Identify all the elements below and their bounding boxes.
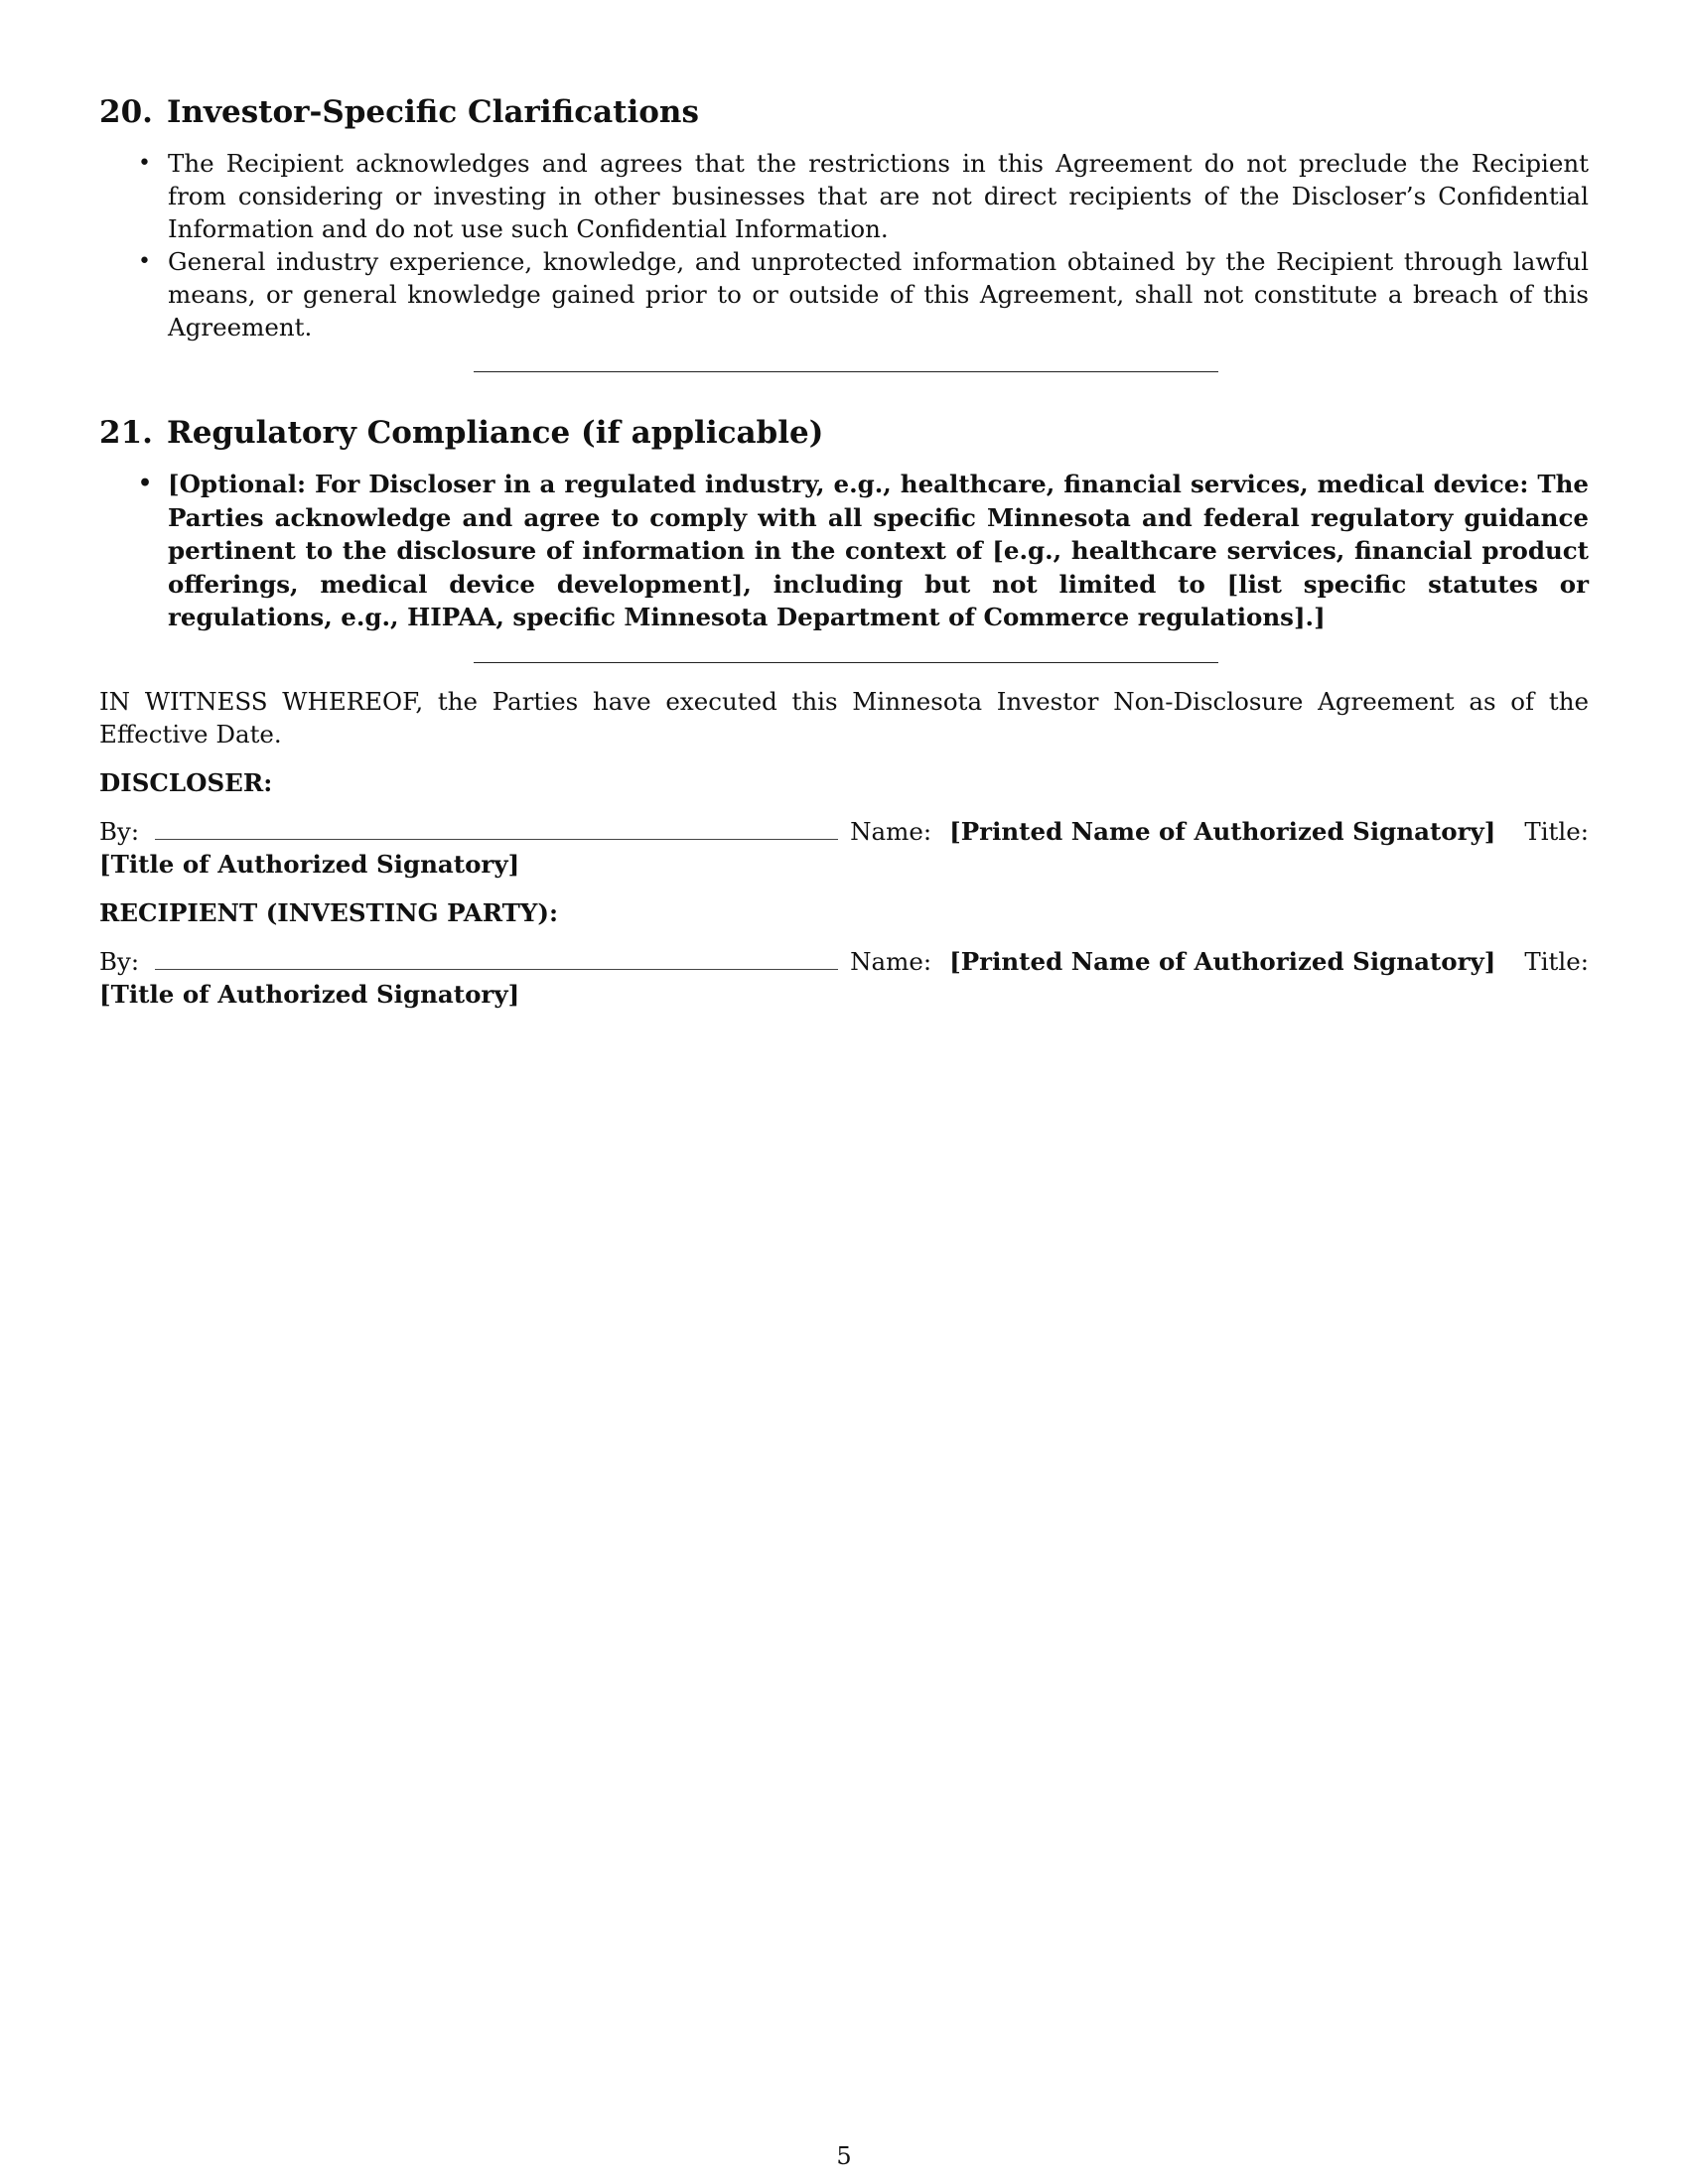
horizontal-divider: [474, 662, 1218, 663]
section-heading-21: [99, 412, 1589, 454]
by-label: By:: [99, 816, 140, 846]
signature-line[interactable]: [155, 945, 838, 970]
section-title: Investor-Specific Clarifications: [166, 94, 699, 130]
recipient-label: RECIPIENT (INVESTING PARTY):: [99, 897, 559, 927]
printed-name: [Printed Name of Authorized Signatory]: [949, 946, 1496, 976]
list-item: • The Recipient acknowledges and agrees that the restrictions in this Agreement do not preclude the Recipient from considering or investing in other businesses that are not direct recipients of the Discloser’s Confidential Information and do not use such Confidential Information.: [168, 147, 1589, 245]
witness-clause: IN WITNESS WHEREOF, the Parties have executed this Minnesota Investor Non-Disclosure Agreement as of the Effective Date.: [99, 686, 1589, 749]
discloser-label: DISCLOSER:: [99, 767, 273, 797]
section-title: Regulatory Compliance (if applicable): [166, 415, 824, 451]
section-heading-20: [99, 91, 1589, 133]
bullet-list-20: [99, 147, 1589, 343]
signatory-title: [Title of Authorized Signatory]: [99, 849, 520, 879]
page-number: 5: [836, 2142, 852, 2170]
list-item: • General industry experience, knowledge, and unprotected information obtained by the Recipient through lawful means, or general knowledge gained prior to or outside of this Agreement, shall not constitute a breach of this Agreement.: [168, 245, 1589, 343]
title-label: Title:: [1524, 946, 1589, 976]
section-number: 21.: [99, 415, 153, 451]
horizontal-divider: [474, 371, 1218, 372]
signatory-title: [Title of Authorized Signatory]: [99, 979, 520, 1009]
bullet-list-21: [99, 468, 1589, 634]
by-label: By:: [99, 946, 140, 976]
printed-name: [Printed Name of Authorized Signatory]: [949, 816, 1496, 846]
page-content: [99, 91, 1589, 1011]
title-label: Title:: [1524, 816, 1589, 846]
signature-line[interactable]: [155, 815, 838, 840]
discloser-signature-block: [99, 815, 1589, 881]
name-label: Name:: [850, 816, 932, 846]
list-item: • [Optional: For Discloser in a regulated industry, e.g., healthcare, financial services, medical device: The Parties acknowledge and agree to comply with all specific Minnesota and federal regulatory guidance pertinent to the disclosure of information in the context of [e.g., healthcare services, financial product offerings, medical device development], including but not limited to [list specific statutes or regulations, e.g., HIPAA, specific Minnesota Department of Commerce regulations].]: [168, 468, 1589, 634]
section-number: 20.: [99, 94, 153, 130]
name-label: Name:: [850, 946, 932, 976]
recipient-signature-block: [99, 945, 1589, 1011]
